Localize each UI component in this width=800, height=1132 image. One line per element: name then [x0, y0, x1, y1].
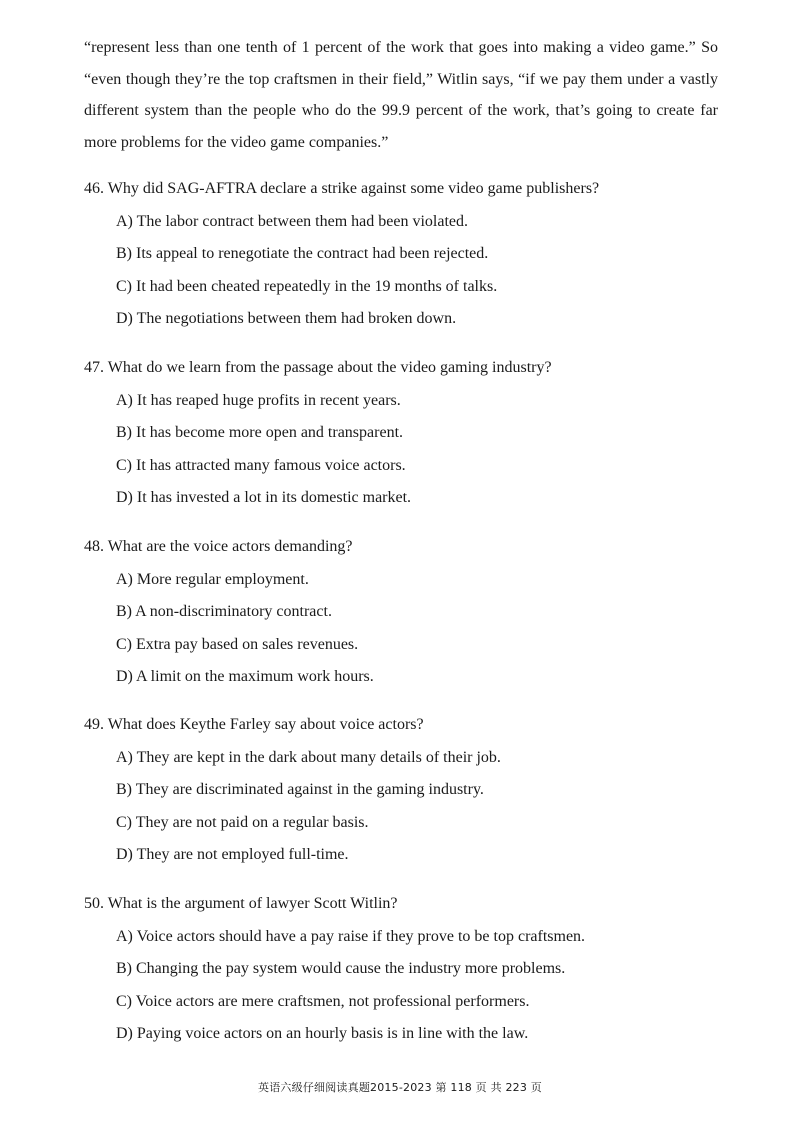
option-d: D) A limit on the maximum work hours.: [116, 668, 374, 685]
question-48: [84, 531, 744, 694]
option-c: C) It had been cheated repeatedly in the 19 months of talks.: [116, 277, 498, 295]
option-c: C) Extra pay based on sales revenues.: [116, 635, 359, 653]
question-50: [84, 888, 744, 1051]
option-d: D) The negotiations between them had broken down.: [116, 310, 457, 327]
option-a: A) The labor contract between them had been violated.: [116, 212, 469, 230]
option-c: C) It has attracted many famous voice actors.: [116, 456, 406, 474]
question-stem: 48. What are the voice actors demanding?: [84, 538, 353, 555]
question-stem: 50. What is the argument of lawyer Scott Witlin?: [84, 895, 398, 912]
option-b: B) Changing the pay system would cause the industry more problems.: [116, 960, 566, 977]
question-stem: 46. Why did SAG-AFTRA declare a strike against some video game publishers?: [84, 180, 600, 197]
option-b: B) Its appeal to renegotiate the contract had been rejected.: [116, 245, 489, 262]
option-a: A) It has reaped huge profits in recent years.: [116, 391, 401, 409]
question-49: [84, 709, 744, 872]
option-b: B) It has become more open and transparent.: [116, 424, 404, 441]
option-d: D) They are not employed full-time.: [116, 846, 349, 863]
option-a: A) They are kept in the dark about many details of their job.: [116, 748, 501, 766]
question-stem: 47. What do we learn from the passage about the video gaming industry?: [84, 359, 552, 376]
option-c: C) Voice actors are mere craftsmen, not professional performers.: [116, 992, 530, 1010]
question-stem: 49. What does Keythe Farley say about voice actors?: [84, 716, 424, 733]
passage-paragraph: “represent less than one tenth of 1 percent of the work that goes into making a video game.” So “even though they’re the top craftsmen in their field,” Witlin says, “if we pay them under a vastly different system than the people who do the 99.9 percent of the work, that’s going to create far more problems for the video game companies.”: [84, 39, 718, 152]
question-47: [84, 352, 744, 515]
page-footer: 英语六级仔细阅读真题2015-2023 第 118 页 共 223 页: [258, 1081, 542, 1094]
option-a: A) Voice actors should have a pay raise if they prove to be top craftsmen.: [116, 927, 586, 945]
option-b: B) A non-discriminatory contract.: [116, 603, 332, 620]
option-a: A) More regular employment.: [116, 570, 309, 588]
option-d: D) It has invested a lot in its domestic market.: [116, 489, 412, 506]
option-b: B) They are discriminated against in the gaming industry.: [116, 781, 484, 798]
option-c: C) They are not paid on a regular basis.: [116, 813, 369, 831]
question-46: [84, 173, 744, 336]
option-d: D) Paying voice actors on an hourly basis is in line with the law.: [116, 1025, 529, 1042]
